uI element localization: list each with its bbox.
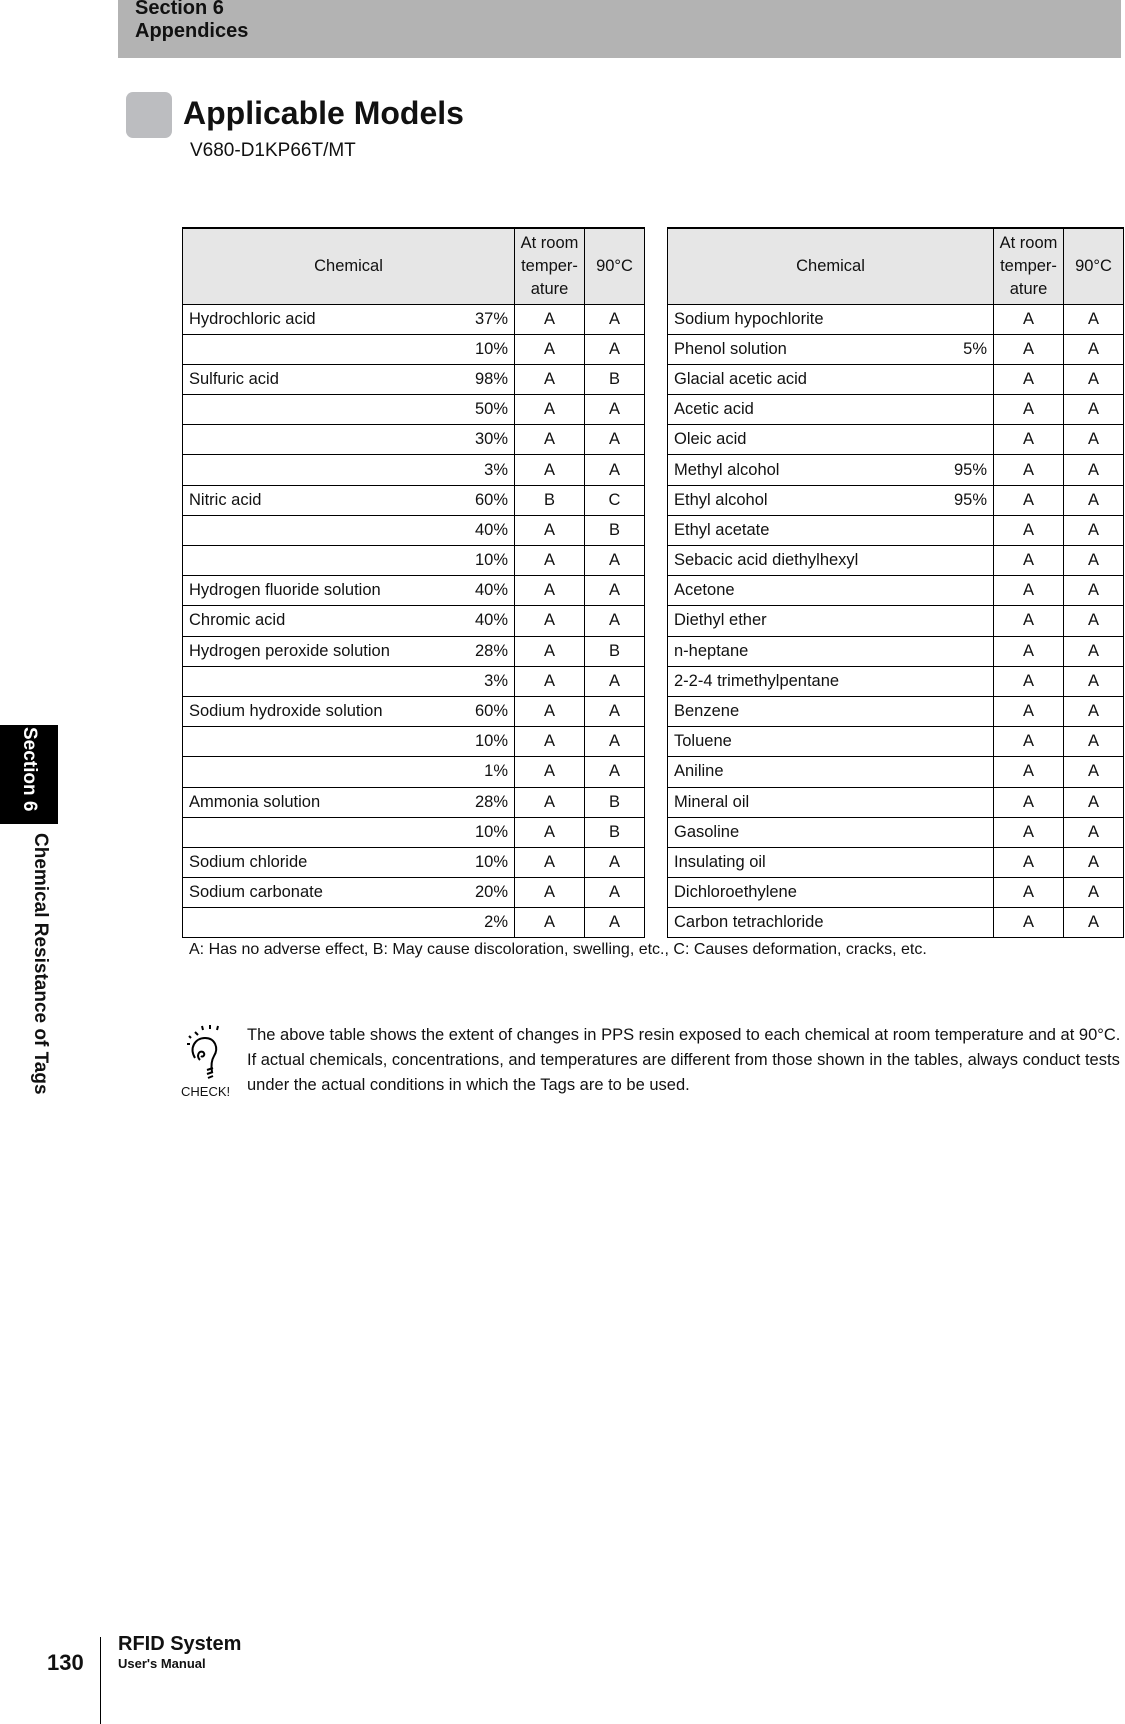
90c-rating: A xyxy=(585,304,645,334)
table-row xyxy=(183,425,645,455)
table-row xyxy=(668,847,1124,877)
table-row xyxy=(183,304,645,334)
room-temp-rating: A xyxy=(515,817,585,847)
footer-divider xyxy=(100,1637,101,1724)
room-temp-rating: A xyxy=(994,606,1064,636)
concentration: 40% xyxy=(474,611,508,630)
room-temp-rating: A xyxy=(515,455,585,485)
chemical-cell xyxy=(183,334,515,364)
room-temp-rating: A xyxy=(515,787,585,817)
chemical-name: Methyl alcohol xyxy=(674,460,780,479)
room-temp-rating: A xyxy=(515,334,585,364)
table-row xyxy=(183,455,645,485)
table-row xyxy=(183,817,645,847)
chemical-cell xyxy=(183,847,515,877)
chemical-cell xyxy=(668,787,994,817)
note-line: under the actual conditions in which the Tags are to be used. xyxy=(247,1076,690,1094)
chemical-cell xyxy=(668,878,994,908)
chemical-cell xyxy=(183,757,515,787)
chemical-name: Acetone xyxy=(674,581,735,600)
table-row xyxy=(668,878,1124,908)
table-row xyxy=(183,636,645,666)
concentration: 20% xyxy=(474,883,508,902)
90c-rating: A xyxy=(1064,304,1124,334)
90c-rating: A xyxy=(585,455,645,485)
table-row xyxy=(183,727,645,757)
concentration: 95% xyxy=(953,460,987,479)
chemical-cell xyxy=(668,606,994,636)
room-temp-rating: A xyxy=(994,787,1064,817)
page-title: Applicable Models xyxy=(183,95,464,131)
room-temp-rating: A xyxy=(515,395,585,425)
room-temp-rating: A xyxy=(515,546,585,576)
room-temp-rating: A xyxy=(515,636,585,666)
concentration: 3% xyxy=(484,460,508,479)
room-temp-rating: A xyxy=(994,395,1064,425)
concentration: 40% xyxy=(474,520,508,539)
chemical-cell xyxy=(183,696,515,726)
note-line: If actual chemicals, concentrations, and temperatures are different from those shown in the tables, always conduct tests xyxy=(247,1051,1120,1069)
chemical-cell xyxy=(183,576,515,606)
concentration: 60% xyxy=(474,490,508,509)
table-row xyxy=(183,485,645,515)
chemical-name: Nitric acid xyxy=(189,490,262,509)
table-row xyxy=(183,847,645,877)
90c-rating: A xyxy=(1064,455,1124,485)
chemical-cell xyxy=(183,908,515,938)
table-row xyxy=(668,515,1124,545)
table-row xyxy=(183,908,645,938)
room-temp-rating: A xyxy=(515,908,585,938)
90c-rating: A xyxy=(1064,485,1124,515)
chemical-name: Sulfuric acid xyxy=(189,369,279,388)
table-row xyxy=(183,606,645,636)
table-row xyxy=(668,727,1124,757)
room-temp-rating: A xyxy=(994,817,1064,847)
90c-rating: A xyxy=(1064,606,1124,636)
chemical-cell xyxy=(183,636,515,666)
table-row xyxy=(183,576,645,606)
chemical-cell xyxy=(668,636,994,666)
room-temp-rating: A xyxy=(994,546,1064,576)
90c-rating: A xyxy=(585,666,645,696)
concentration: 30% xyxy=(474,430,508,449)
chemical-name: Sodium hydroxide solution xyxy=(189,702,383,721)
90c-rating: A xyxy=(1064,425,1124,455)
90c-rating: B xyxy=(585,364,645,394)
chemical-name: Sodium carbonate xyxy=(189,883,323,902)
room-temp-rating: A xyxy=(994,878,1064,908)
chemical-cell xyxy=(668,364,994,394)
chemical-cell xyxy=(183,878,515,908)
page-number: 130 xyxy=(47,1650,84,1675)
table-row xyxy=(668,757,1124,787)
chemical-name: Sodium chloride xyxy=(189,852,308,871)
90c-rating: A xyxy=(1064,666,1124,696)
chemical-cell xyxy=(668,908,994,938)
chemical-cell xyxy=(183,364,515,394)
concentration: 2% xyxy=(484,913,508,932)
chapter-label: Appendices xyxy=(135,20,249,42)
90c-rating: A xyxy=(585,696,645,726)
90c-rating: B xyxy=(585,515,645,545)
col-90c: 90°C xyxy=(1064,228,1124,304)
90c-rating: A xyxy=(585,395,645,425)
room-temp-rating: A xyxy=(994,485,1064,515)
table-row xyxy=(183,515,645,545)
col-90c: 90°C xyxy=(585,228,645,304)
section-header xyxy=(118,0,1121,58)
chemical-name: Oleic acid xyxy=(674,430,747,449)
table-row xyxy=(183,878,645,908)
side-tab xyxy=(0,725,58,824)
table-row xyxy=(668,908,1124,938)
check-note xyxy=(247,1023,1125,1098)
chemical-name: Insulating oil xyxy=(674,852,766,871)
room-temp-rating: A xyxy=(994,576,1064,606)
table-row xyxy=(183,666,645,696)
chemical-cell xyxy=(668,757,994,787)
table-row xyxy=(668,636,1124,666)
90c-rating: A xyxy=(1064,757,1124,787)
concentration: 95% xyxy=(953,490,987,509)
concentration: 10% xyxy=(474,339,508,358)
manual-name: User's Manual xyxy=(118,1656,206,1671)
chemical-cell xyxy=(668,696,994,726)
90c-rating: A xyxy=(585,606,645,636)
table-row xyxy=(668,395,1124,425)
table-row xyxy=(668,304,1124,334)
90c-rating: A xyxy=(1064,908,1124,938)
90c-rating: A xyxy=(585,425,645,455)
chemical-name: n-heptane xyxy=(674,641,749,660)
table-row xyxy=(668,364,1124,394)
90c-rating: A xyxy=(1064,576,1124,606)
check-label: CHECK! xyxy=(181,1084,231,1099)
room-temp-rating: B xyxy=(515,485,585,515)
room-temp-rating: A xyxy=(994,847,1064,877)
room-temp-rating: A xyxy=(515,696,585,726)
chemical-name: Glacial acetic acid xyxy=(674,369,807,388)
90c-rating: A xyxy=(1064,787,1124,817)
chemical-cell xyxy=(183,787,515,817)
room-temp-rating: A xyxy=(994,334,1064,364)
concentration: 10% xyxy=(474,852,508,871)
table-row xyxy=(668,787,1124,817)
room-temp-rating: A xyxy=(515,727,585,757)
90c-rating: A xyxy=(1064,847,1124,877)
table-row xyxy=(183,395,645,425)
note-line: The above table shows the extent of changes in PPS resin exposed to each chemical at room temperature and at 90°C. xyxy=(247,1026,1121,1044)
chemical-name: Hydrochloric acid xyxy=(189,309,316,328)
chemical-cell xyxy=(183,304,515,334)
room-temp-rating: A xyxy=(994,727,1064,757)
table-row xyxy=(668,546,1124,576)
table-row xyxy=(183,334,645,364)
chemical-name: Dichloroethylene xyxy=(674,883,797,902)
room-temp-rating: A xyxy=(515,576,585,606)
room-temp-rating: A xyxy=(515,666,585,696)
chemical-cell xyxy=(183,546,515,576)
col-room-temp: At room temper- ature xyxy=(515,228,585,304)
90c-rating: A xyxy=(1064,878,1124,908)
room-temp-rating: A xyxy=(994,757,1064,787)
chemical-name: Sebacic acid diethylhexyl xyxy=(674,551,859,570)
chemical-table-right xyxy=(667,227,1124,938)
90c-rating: A xyxy=(1064,364,1124,394)
table-row xyxy=(668,485,1124,515)
room-temp-rating: A xyxy=(994,455,1064,485)
chemical-name: Phenol solution xyxy=(674,339,787,358)
chemical-cell xyxy=(183,455,515,485)
concentration: 50% xyxy=(474,400,508,419)
table-row xyxy=(668,696,1124,726)
chemical-name: Mineral oil xyxy=(674,792,750,811)
room-temp-rating: A xyxy=(994,515,1064,545)
chemical-cell xyxy=(668,847,994,877)
room-temp-rating: A xyxy=(515,757,585,787)
chemical-name: Acetic acid xyxy=(674,400,754,419)
col-chemical: Chemical xyxy=(668,228,994,304)
check-icon xyxy=(181,1022,235,1100)
chemical-cell xyxy=(183,666,515,696)
side-tab-section: Section 6 xyxy=(19,727,40,812)
90c-rating: A xyxy=(585,334,645,364)
table-row xyxy=(668,334,1124,364)
chemical-name: Chromic acid xyxy=(189,611,286,630)
chemical-cell xyxy=(668,515,994,545)
concentration: 28% xyxy=(474,641,508,660)
90c-rating: B xyxy=(585,636,645,666)
room-temp-rating: A xyxy=(994,304,1064,334)
chemical-cell xyxy=(183,425,515,455)
room-temp-rating: A xyxy=(994,908,1064,938)
room-temp-rating: A xyxy=(515,304,585,334)
90c-rating: A xyxy=(585,546,645,576)
room-temp-rating: A xyxy=(515,847,585,877)
90c-rating: B xyxy=(585,787,645,817)
90c-rating: A xyxy=(585,908,645,938)
concentration: 3% xyxy=(484,671,508,690)
concentration: 28% xyxy=(474,792,508,811)
table-row xyxy=(183,757,645,787)
room-temp-rating: A xyxy=(994,425,1064,455)
chemical-name: Carbon tetrachloride xyxy=(674,913,824,932)
section-label: Section 6 xyxy=(135,0,224,19)
table-row xyxy=(183,364,645,394)
title-marker-icon xyxy=(126,92,172,138)
chemical-name: Gasoline xyxy=(674,822,740,841)
col-room-temp: At room temper- ature xyxy=(994,228,1064,304)
chemical-name: Diethyl ether xyxy=(674,611,767,630)
chemical-cell xyxy=(668,455,994,485)
chemical-cell xyxy=(668,395,994,425)
room-temp-rating: A xyxy=(515,425,585,455)
table-row xyxy=(668,817,1124,847)
col-chemical: Chemical xyxy=(183,228,515,304)
chemical-name: Toluene xyxy=(674,732,732,751)
concentration: 40% xyxy=(474,581,508,600)
chemical-cell xyxy=(668,576,994,606)
chemical-table-left xyxy=(182,227,645,938)
chemical-cell xyxy=(183,817,515,847)
table-row xyxy=(183,546,645,576)
table-row xyxy=(668,666,1124,696)
chemical-cell xyxy=(668,485,994,515)
legend-note: A: Has no adverse effect, B: May cause discoloration, swelling, etc., C: Causes deformation, cracks, etc. xyxy=(189,941,927,958)
chemical-name: Benzene xyxy=(674,702,740,721)
product-name: RFID System xyxy=(118,1633,242,1655)
room-temp-rating: A xyxy=(515,878,585,908)
90c-rating: A xyxy=(585,878,645,908)
90c-rating: A xyxy=(585,727,645,757)
room-temp-rating: A xyxy=(994,364,1064,394)
model-name: V680-D1KP66T/MT xyxy=(190,140,356,161)
90c-rating: A xyxy=(1064,334,1124,364)
chemical-cell xyxy=(183,727,515,757)
chemical-cell xyxy=(183,395,515,425)
chemical-cell xyxy=(183,606,515,636)
concentration: 10% xyxy=(474,732,508,751)
concentration: 1% xyxy=(484,762,508,781)
concentration: 10% xyxy=(474,551,508,570)
chemical-name: Ethyl acetate xyxy=(674,520,770,539)
90c-rating: A xyxy=(1064,395,1124,425)
table-row xyxy=(668,576,1124,606)
90c-rating: A xyxy=(1064,515,1124,545)
table-row xyxy=(668,455,1124,485)
chemical-cell xyxy=(668,304,994,334)
chemical-cell xyxy=(668,666,994,696)
90c-rating: A xyxy=(1064,727,1124,757)
table-row xyxy=(668,606,1124,636)
chemical-cell xyxy=(668,727,994,757)
90c-rating: A xyxy=(1064,636,1124,666)
room-temp-rating: A xyxy=(515,515,585,545)
90c-rating: A xyxy=(1064,546,1124,576)
concentration: 37% xyxy=(474,309,508,328)
chemical-cell xyxy=(668,546,994,576)
concentration: 98% xyxy=(474,369,508,388)
concentration: 60% xyxy=(474,702,508,721)
90c-rating: B xyxy=(585,817,645,847)
concentration: 10% xyxy=(474,822,508,841)
room-temp-rating: A xyxy=(994,666,1064,696)
90c-rating: A xyxy=(1064,696,1124,726)
chemical-cell xyxy=(668,425,994,455)
room-temp-rating: A xyxy=(994,696,1064,726)
concentration: 5% xyxy=(963,339,987,358)
side-tab-title: Chemical Resistance of Tags xyxy=(30,833,51,1095)
chemical-name: Aniline xyxy=(674,762,724,781)
chemical-name: Ammonia solution xyxy=(189,792,321,811)
90c-rating: A xyxy=(1064,817,1124,847)
chemical-cell xyxy=(183,485,515,515)
90c-rating: A xyxy=(585,576,645,606)
chemical-name: 2-2-4 trimethylpentane xyxy=(674,671,840,690)
room-temp-rating: A xyxy=(515,364,585,394)
table-row xyxy=(668,425,1124,455)
chemical-name: Hydrogen fluoride solution xyxy=(189,581,381,600)
chemical-cell xyxy=(668,817,994,847)
90c-rating: A xyxy=(585,847,645,877)
table-row xyxy=(183,696,645,726)
chemical-cell xyxy=(183,515,515,545)
chemical-cell xyxy=(668,334,994,364)
room-temp-rating: A xyxy=(994,636,1064,666)
90c-rating: A xyxy=(585,757,645,787)
chemical-name: Sodium hypochlorite xyxy=(674,309,824,328)
table-row xyxy=(183,787,645,817)
room-temp-rating: A xyxy=(515,606,585,636)
chemical-name: Ethyl alcohol xyxy=(674,490,768,509)
chemical-name: Hydrogen peroxide solution xyxy=(189,641,390,660)
90c-rating: C xyxy=(585,485,645,515)
